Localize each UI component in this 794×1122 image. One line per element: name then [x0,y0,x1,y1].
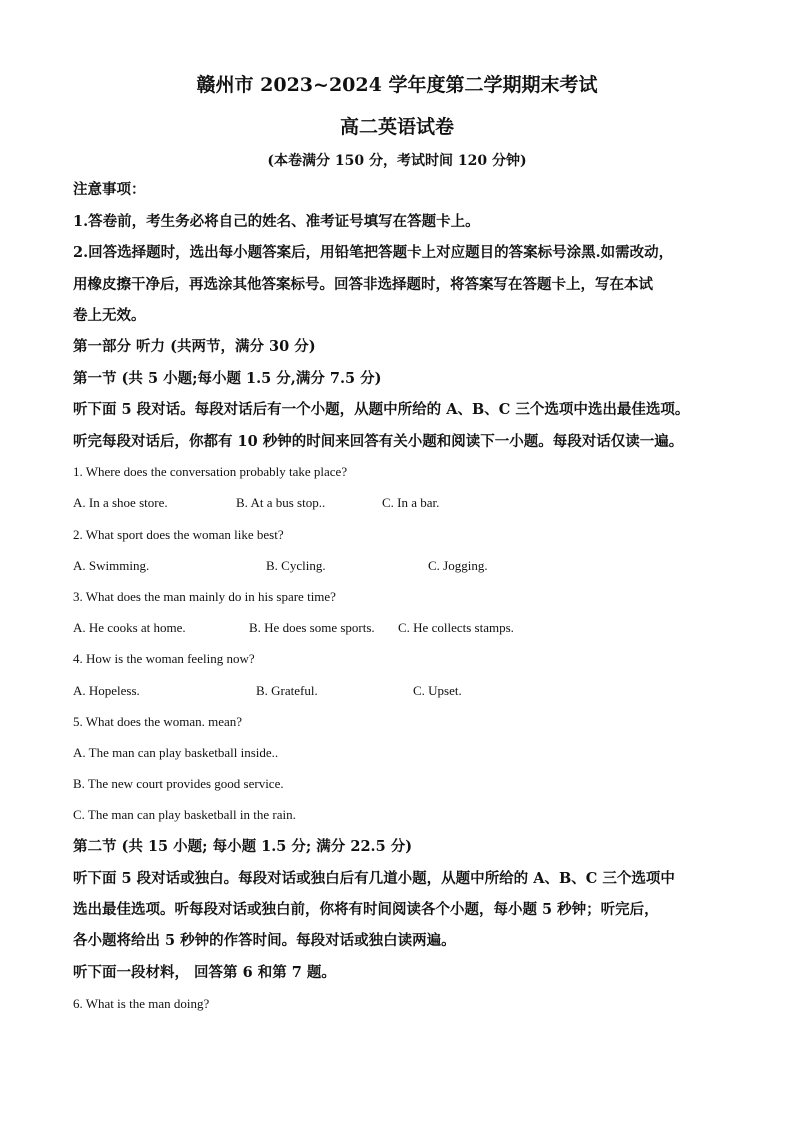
material-instruction: 听下面一段材料， 回答第 6 和第 7 题。 [73,964,336,981]
section1-instruction-line-1: 听下面 5 段对话。每段对话后有一个小题，从题中所给的 A、B、C 三个选项中选出最佳选项。 [73,401,690,418]
question-3: 3. What does the man mainly do in his spare time? [73,589,336,604]
exam-subtitle: 高二英语试卷 [339,116,454,138]
section2-instruction-line-2: 选出最佳选项。听每段对话或独白前，你将有时间阅读各个小题，每小题 5 秒钟；听完后， [73,901,659,918]
question-4: 4. How is the woman feeling now? [73,651,255,666]
question-4-option-a: A. Hopeless. [73,683,140,698]
section1-heading: 第一节 (共 5 小题;每小题 1.5 分,满分 7.5 分) [73,370,382,387]
notice-item-2-line-2: 用橡皮擦干净后，再选涂其他答案标号。回答非选择题时，将答案写在答题卡上，写在本试 [73,276,653,293]
question-4-option-c: C. Upset. [413,683,462,698]
notice-item-2-line-1: 2.回答选择题时，选出每小题答案后，用铅笔把答题卡上对应题目的答案标号涂黑.如需改动， [73,244,674,261]
section2-heading: 第二节 (共 15 小题; 每小题 1.5 分; 满分 22.5 分) [73,838,413,855]
part1-heading: 第一部分 听力 (共两节，满分 30 分) [73,338,316,355]
question-3-option-a: A. He cooks at home. [73,620,186,635]
question-3-option-c: C. He collects stamps. [398,620,514,635]
notice-item-2-line-3: 卷上无效。 [73,307,146,324]
question-1: 1. Where does the conversation probably take place? [73,464,348,479]
question-3-option-b: B. He does some sports. [249,620,375,635]
question-1-option-c: C. In a bar. [382,495,440,510]
section2-instruction-line-1: 听下面 5 段对话或独白。每段对话或独白后有几道小题，从题中所给的 A、B、C 三个选项中 [73,870,675,887]
question-2-option-a: A. Swimming. [73,558,150,573]
section2-instruction-line-3: 各小题将给出 5 秒钟的作答时间。每段对话或独白读两遍。 [73,932,456,949]
question-5-option-a: A. The man can play basketball inside.. [73,745,279,760]
exam-note: (本卷满分 150 分，考试时间 120 分钟) [267,153,527,169]
question-6: 6. What is the man doing? [73,996,210,1011]
question-1-option-a: A. In a shoe store. [73,495,168,510]
notice-heading: 注意事项： [73,181,146,198]
question-2: 2. What sport does the woman like best? [73,527,284,542]
question-2-option-c: C. Jogging. [428,558,488,573]
question-2-option-b: B. Cycling. [266,558,326,573]
notice-item-1: 1.答卷前，考生务必将自己的姓名、准考证号填写在答题卡上。 [73,213,480,230]
question-5: 5. What does the woman. mean? [73,714,243,729]
exam-title: 赣州市 2023~2024 学年度第二学期期末考试 [196,74,598,96]
question-1-option-b: B. At a bus stop.. [236,495,326,510]
question-5-option-c: C. The man can play basketball in the rain. [73,807,296,822]
question-4-option-b: B. Grateful. [256,683,318,698]
section1-instruction-line-2: 听完每段对话后，你都有 10 秒钟的时间来回答有关小题和阅读下一小题。每段对话仅读一遍。 [73,433,684,450]
question-5-option-b: B. The new court provides good service. [73,776,284,791]
